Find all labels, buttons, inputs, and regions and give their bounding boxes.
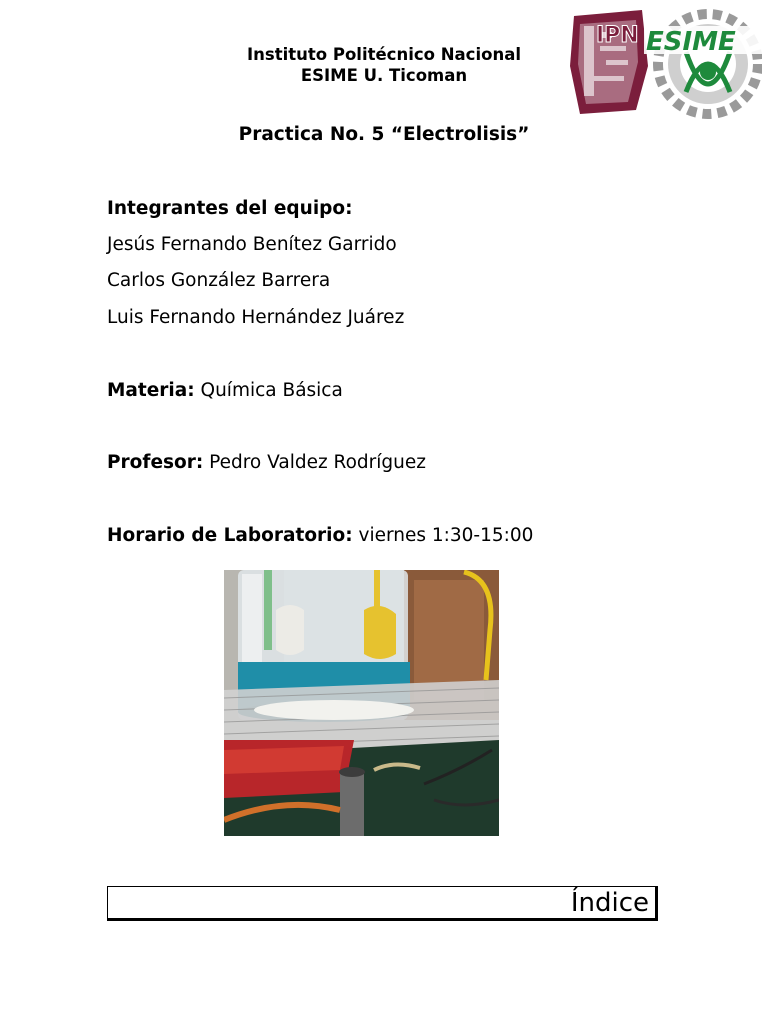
ipn-logo — [570, 10, 648, 114]
school-name: ESIME U. Ticoman — [300, 66, 468, 85]
team-member: Luis Fernando Hernández Juárez — [107, 307, 405, 328]
ipn-logo-text: IPN — [596, 23, 639, 48]
index-label: Índice — [570, 888, 649, 918]
index-box — [107, 886, 658, 921]
professor-label: Profesor: — [107, 452, 204, 473]
esime-logo — [644, 14, 762, 114]
subject-line — [107, 380, 343, 401]
team-member: Carlos González Barrera — [107, 270, 331, 291]
schedule-line — [107, 525, 533, 546]
professor-value: Pedro Valdez Rodríguez — [203, 452, 426, 473]
schedule-value: viernes 1:30-15:00 — [352, 525, 534, 546]
team-member: Jesús Fernando Benítez Garrido — [107, 234, 397, 255]
subject-value: Química Básica — [194, 380, 343, 401]
subject-label: Materia: — [107, 380, 195, 401]
team-label-text: Integrantes del equipo: — [107, 198, 353, 219]
logos — [566, 6, 762, 124]
esime-logo-text: ESIME — [646, 27, 736, 57]
team-label — [107, 198, 353, 219]
schedule-label: Horario de Laboratorio: — [107, 525, 353, 546]
professor-line — [107, 452, 426, 473]
header-text-block — [190, 44, 578, 86]
experiment-photo — [224, 570, 499, 836]
page-title: Practica No. 5 “Electrolisis” — [238, 124, 530, 145]
institution-name: Instituto Politécnico Nacional — [247, 45, 521, 64]
